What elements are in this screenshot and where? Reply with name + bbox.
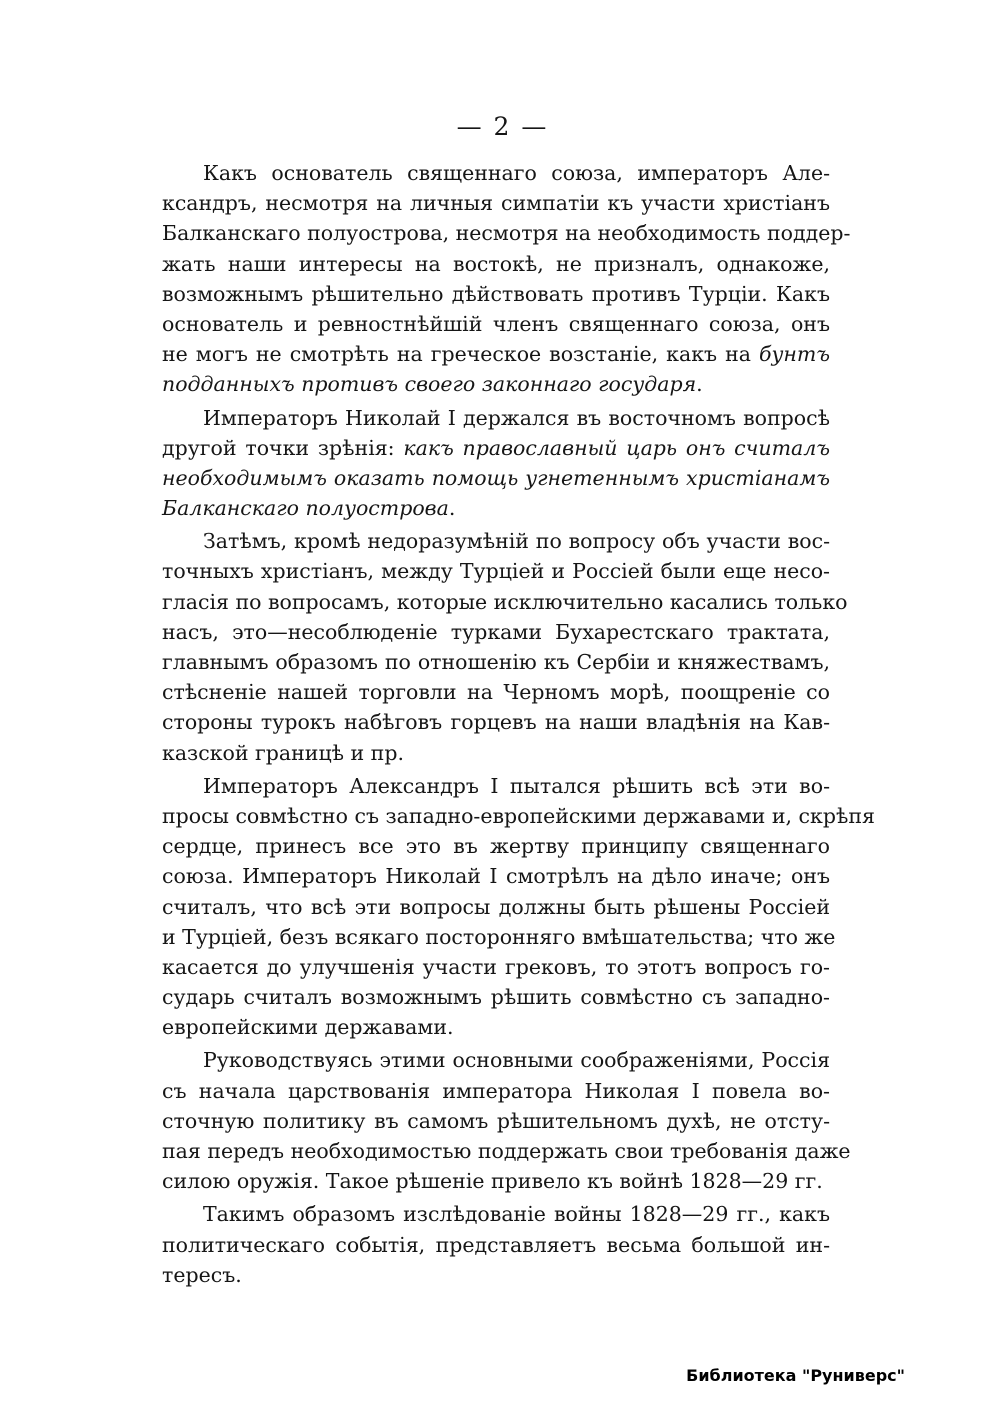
text-run: .	[696, 372, 703, 397]
text-run: жать наши интересы на востокѣ, не призналъ, однакоже,	[162, 251, 830, 276]
text-run: главнымъ образомъ по отношенію къ Сербіи и княжествамъ,	[162, 650, 830, 674]
italic-text: Балканскаго полуострова	[162, 496, 449, 521]
text-run: Руководствуясь этими основными соображеніями, Россія	[203, 1048, 830, 1073]
text-run: не могъ не смотрѣть на греческое возстаніе, какъ на	[162, 342, 759, 367]
text-line	[162, 1166, 830, 1196]
text-line	[162, 587, 848, 617]
text-line	[162, 309, 830, 339]
text-line	[162, 556, 830, 586]
text-line	[162, 952, 830, 982]
paragraph	[162, 771, 875, 1043]
italic-text: бунтъ	[758, 342, 830, 367]
text-run: Балканскаго полуострова, несмотря на необходимость поддер-	[162, 221, 851, 246]
text-line	[162, 892, 830, 922]
italic-text: какъ православный царь онъ считалъ	[403, 435, 830, 460]
text-line	[162, 369, 830, 399]
text-line	[162, 831, 830, 861]
text-line	[162, 738, 830, 768]
text-run: пая передъ необходимостью поддержать свои требованія даже	[162, 1139, 851, 1163]
text-line	[162, 1012, 830, 1042]
text-run: касается до улучшенія участи грековъ, то этотъ вопросъ го-	[162, 954, 830, 979]
text-run: и Турціей, безъ всякаго посторонняго вмѣшательства; что же	[162, 924, 836, 949]
text-run: союза. Императоръ Николай I смотрѣлъ на дѣло иначе; онъ	[162, 864, 830, 889]
text-run: основатель и ревностнѣйшій членъ священнаго союза, онъ	[162, 311, 830, 336]
text-run: силою оружія. Такое рѣшеніе привело къ войнѣ 1828—29 гг.	[162, 1169, 823, 1194]
text-run: съ начала царствованія императора Николая I повела во-	[162, 1078, 830, 1103]
text-line	[162, 339, 830, 369]
text-run: другой точки зрѣнія:	[162, 435, 404, 460]
text-line	[162, 218, 851, 248]
text-run: просы совмѣстно съ западно-европейскими державами и, скрѣпя	[162, 803, 875, 828]
paragraph	[162, 1199, 830, 1290]
library-watermark: Библиотека "Руниверс"	[686, 1366, 905, 1385]
text-run: ксандръ, несмотря на личныя симпатіи къ участи христіанъ	[162, 191, 830, 216]
paragraph	[162, 1045, 851, 1196]
text-run: Такимъ образомъ изслѣдованіе войны 1828—29 гг., какъ	[203, 1202, 830, 1227]
text-run: сточную политику въ самомъ рѣшительномъ духѣ, не отсту-	[162, 1108, 830, 1133]
paragraph	[162, 158, 851, 400]
text-line	[162, 1230, 830, 1260]
text-line	[162, 1136, 851, 1166]
text-line	[162, 493, 830, 523]
text-line	[162, 403, 830, 433]
text-run: тересъ.	[162, 1262, 242, 1287]
text-run: .	[448, 496, 456, 521]
text-line	[162, 617, 830, 647]
text-line	[162, 922, 836, 952]
text-run: политическаго событія, представляетъ весьма большой ин-	[162, 1232, 830, 1257]
text-run: Императоръ Николай I держался въ восточномъ вопросѣ	[203, 405, 830, 430]
text-run: Какъ основатель священнаго союза, императоръ Але-	[203, 161, 830, 185]
italic-text: необходимымъ оказать помощь угнетеннымъ христіанамъ	[162, 465, 830, 490]
text-line	[162, 707, 830, 737]
text-run: считалъ, что всѣ эти вопросы должны быть рѣшены Россіей	[162, 894, 830, 919]
text-run: казской границѣ и пр.	[162, 740, 404, 765]
text-line	[162, 463, 830, 493]
text-line	[162, 771, 830, 801]
text-run: сердце, принесъ все это въ жертву принципу священнаго	[162, 834, 830, 859]
text-run: Затѣмъ, кромѣ недоразумѣній по вопросу объ участи вос-	[203, 529, 830, 554]
text-line	[162, 1045, 830, 1075]
text-line	[162, 1106, 830, 1136]
text-line	[162, 1260, 830, 1290]
text-line	[162, 526, 830, 556]
text-run: насъ, это—несоблюденіе турками Бухарестскаго трактата,	[162, 619, 830, 644]
text-run: гласія по вопросамъ, которые исключительно касались только	[162, 589, 848, 614]
text-run: стѣсненіе нашей торговли на Черномъ морѣ, поощреніе со	[162, 680, 830, 705]
text-line	[162, 158, 830, 188]
text-line	[162, 1076, 830, 1106]
paragraph	[162, 403, 830, 524]
italic-text: подданныхъ противъ своего законнаго государя	[162, 372, 697, 397]
page-number: — 2 —	[456, 112, 549, 141]
text-run: Императоръ Александръ I пытался рѣшить всѣ эти во-	[203, 773, 830, 798]
text-run: стороны турокъ набѣговъ горцевъ на наши владѣнія на Кав-	[162, 710, 830, 735]
text-line	[162, 861, 830, 891]
text-line	[162, 433, 830, 463]
text-line	[162, 982, 830, 1012]
text-line	[162, 249, 830, 279]
body-text	[162, 158, 875, 1290]
text-line	[162, 188, 830, 218]
text-line	[162, 677, 830, 707]
text-run: возможнымъ рѣшительно дѣйствовать противъ Турціи. Какъ	[162, 281, 830, 306]
text-line	[162, 1199, 830, 1229]
text-line	[162, 279, 830, 309]
text-line	[162, 801, 875, 831]
text-run: европейскими державами.	[162, 1015, 454, 1040]
text-run: сударь считалъ возможнымъ рѣшить совмѣстно съ западно-	[162, 985, 830, 1010]
text-run: точныхъ христіанъ, между Турціей и Россіей были еще несо-	[162, 559, 830, 584]
text-line	[162, 647, 830, 677]
paragraph	[162, 526, 848, 768]
